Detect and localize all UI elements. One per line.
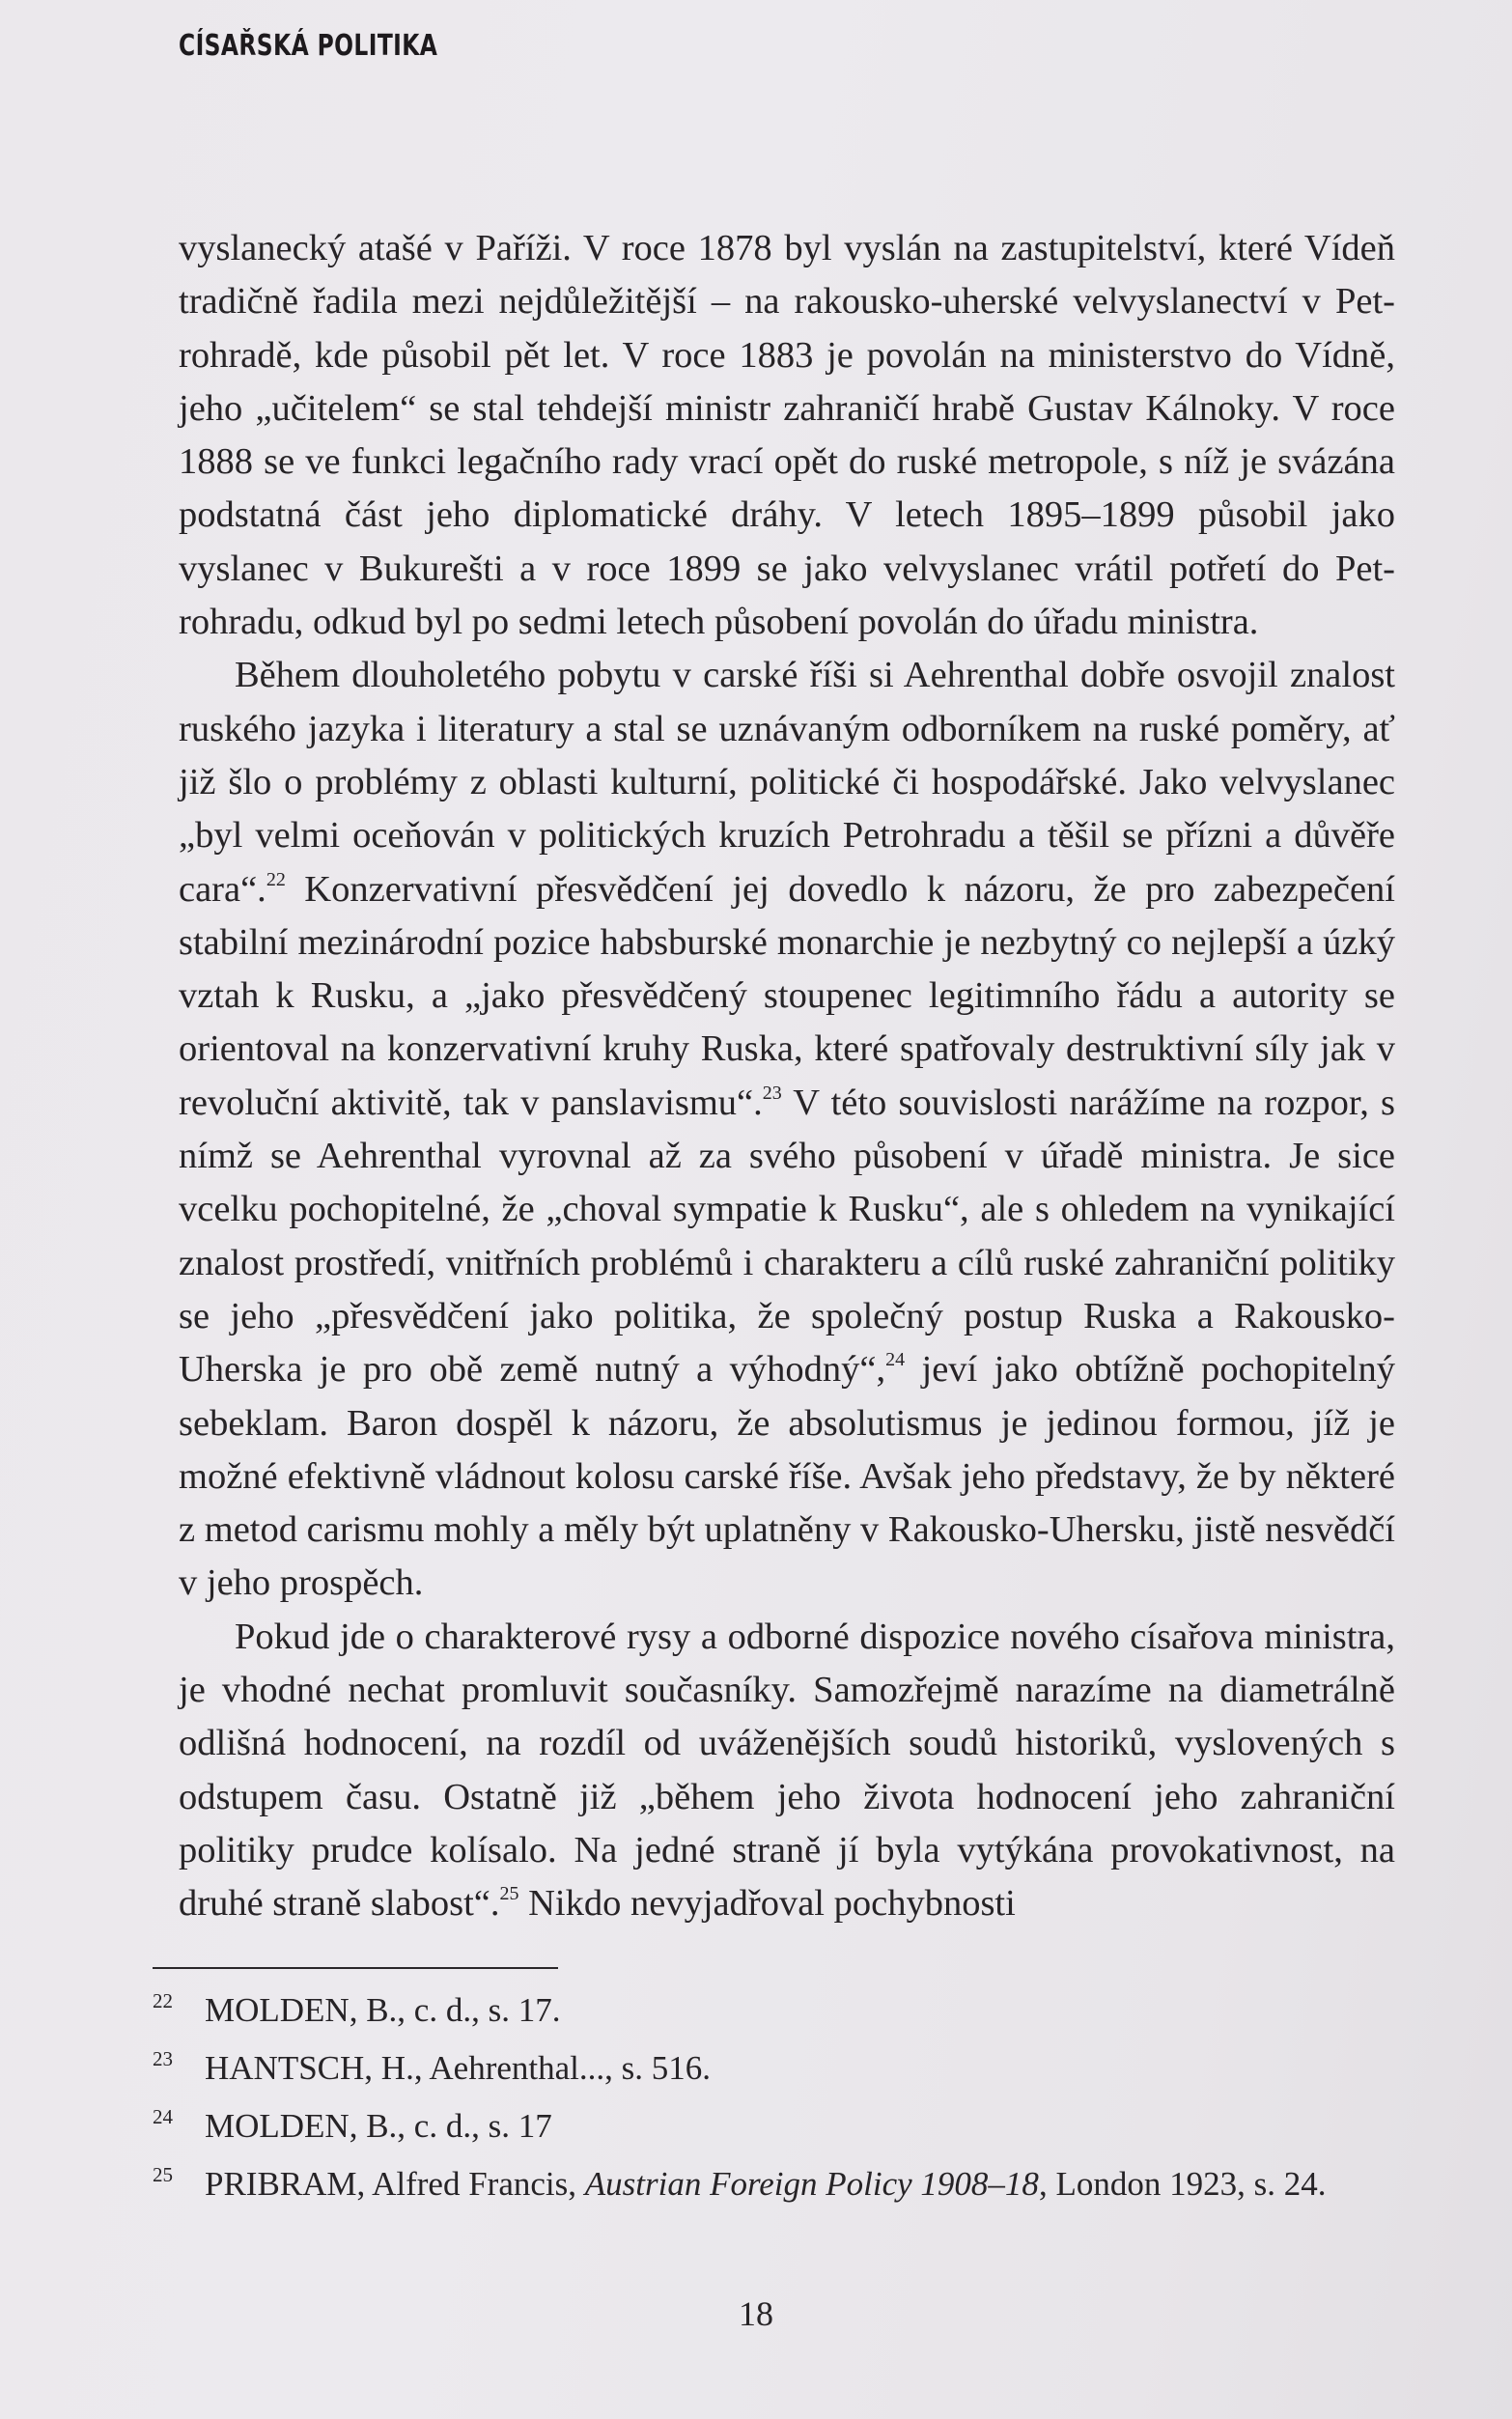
paragraph-text: Během dlouholetého pobytu v carské říši si Aehrenthal dobře osvojil znalost ruského jazyka i literatury a stal se uznávaným odborníkem na ruské poměry, ať již šlo o problémy z oblasti kulturní, politické či hospodářské. Jako velvyslanec „byl velmi oceňován v politických kruzích Petrohradu a těšil se přízni a důvěře cara“.	[179, 655, 1395, 910]
paragraph	[179, 1611, 1395, 1931]
footnote-book-title: Austrian Foreign Policy 1908–18	[584, 2165, 1039, 2203]
footnote	[153, 2155, 1379, 2213]
footnote-reference: 22	[266, 868, 286, 890]
footnote	[153, 1982, 1379, 2039]
footnote-reference: 23	[762, 1082, 782, 1104]
paragraph	[179, 649, 1395, 1610]
footnote-reference: 24	[885, 1349, 906, 1371]
footnote-reference: 25	[499, 1883, 519, 1905]
paragraph-text: Nikdo nevyjadřoval pochybnosti	[518, 1883, 1016, 1925]
body-text	[179, 222, 1395, 1931]
paragraph	[179, 222, 1395, 649]
paragraph-text: vyslanecký atašé v Paříži. V roce 1878 byl vyslán na zastupitelství, které Vídeň tradičně řadila mezi nejdůležitější – na rakousko-uherské velvyslanectví v Petrohradě, kde působil pět let. V roce 1883 je povolán na ministerstvo do Vídně, jeho „učitelem“ se stal tehdejší ministr zahraničí hrabě Gustav Kálnoky. V roce 1888 se ve funkci legačního rady vrací opět do ruské metropole, s níž je svázána podstatná část jeho diplomatické dráhy. V letech 1895–1899 působil jako vyslanec v Bukurešti a v roce 1899 se jako velvyslanec vrátil potřetí do Petrohradu, odkud byl po sedmi letech působení povolán do úřadu ministra.	[179, 228, 1395, 643]
footnote-text: MOLDEN, B., c. d., s. 17	[205, 2107, 552, 2145]
paragraph-text: V této souvislosti narážíme na rozpor, s nímž se Aehrenthal vyrovnal až za svého působení v úřadě ministra. Je sice vcelku pochopitelné, že „choval sympatie k Rusku“, ale s ohledem na vynikající znalost prostředí, vnitřních problémů i charakteru a cílů ruské zahraniční politiky se jeho „přesvědčení jako politika, že společný postup Ruska a Rakousko-Uherska je pro obě země nutný a výhodný“,	[179, 1082, 1395, 1391]
footnote-text: PRIBRAM, Alfred Francis,	[205, 2165, 585, 2203]
footnote-text: HANTSCH, H., Aehrenthal..., s. 516.	[205, 2049, 711, 2087]
page-number: 18	[739, 2294, 773, 2333]
footnote-number: 23	[153, 2047, 173, 2070]
footnotes	[153, 1982, 1379, 2213]
paragraph-text: Konzervativní přesvědčení jej dovedlo k názoru, že pro zabezpečení stabilní mezinárodní pozice habsburské monarchie je nezbytný co nejlepší a úzký vztah k Rusku, a „jako přesvědčený stoupenec legitimního řádu a autority se orientoval na konzervativní kruhy Ruska, které spatřovaly destruktivní síly jak v revoluční aktivitě, tak v panslavismu“.	[179, 868, 1395, 1123]
paragraph-text: Pokud jde o charakterové rysy a odborné dispozice nového císařova ministra, je vhodné nechat promluvit současníky. Samozřejmě narazíme na diametrálně odlišná hodnocení, na rozdíl od uváženějších soudů historiků, vyslovených s odstupem času. Ostatně již „během jeho života hodnocení jeho zahraniční politiky prudce kolísalo. Na jedné straně jí byla vytýkána provokativnost, na druhé straně slabost“.	[179, 1616, 1395, 1925]
footnote-text: MOLDEN, B., c. d., s. 17.	[205, 1991, 561, 2029]
footnote-number: 25	[153, 2163, 173, 2186]
footnote	[153, 2039, 1379, 2097]
footnote-number: 24	[153, 2105, 173, 2128]
running-head: CÍSAŘSKÁ POLITIKA	[179, 29, 438, 63]
footnote	[153, 2097, 1379, 2155]
paragraph-text: jeví jako obtížně pochopitelný sebeklam. Baron dospěl k názoru, že absolutismus je jedinou formou, jíž je možné efektivně vládnout kolosu carské říše. Avšak jeho představy, že by některé z metod carismu mohly a měly být uplatněny v Rakousko-Uhersku, jistě nesvědčí v jeho prospěch.	[179, 1349, 1396, 1604]
footnote-rule	[153, 1967, 558, 1969]
footnote-text: , London 1923, s. 24.	[1038, 2165, 1327, 2203]
footnote-number: 22	[153, 1989, 173, 2012]
